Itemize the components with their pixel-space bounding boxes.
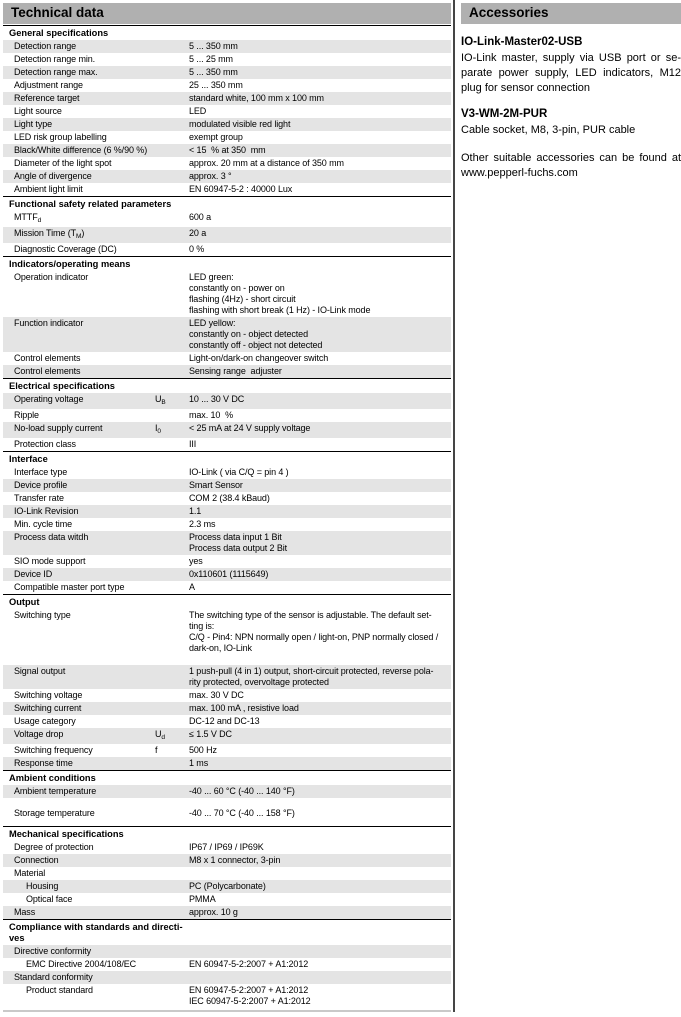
- spec-value-line: exempt group: [189, 132, 243, 142]
- spec-value: [189, 467, 451, 478]
- spec-label: Transfer rate: [14, 493, 64, 503]
- spec-value-line: approx. 20 mm at a distance of 350 mm: [189, 158, 344, 168]
- technical-data-panel: [3, 3, 451, 1012]
- spec-label: Device ID: [14, 569, 53, 579]
- spec-symbol: f: [155, 745, 158, 755]
- spec-value-line: 2.3 ms: [189, 519, 216, 529]
- spec-row: [3, 144, 451, 157]
- spec-value: [189, 959, 451, 970]
- spec-value-line: EN 60947-5-2 : 40000 Lux: [189, 184, 293, 194]
- spec-row: [3, 555, 451, 568]
- spec-row: [3, 492, 451, 505]
- accessories-note-line: Other suitable accessories can be found at: [461, 152, 681, 164]
- spec-label: Function indicator: [14, 318, 84, 328]
- table-bottom-rule: [3, 1010, 451, 1012]
- spec-label: Light source: [14, 106, 62, 116]
- accessory-description: [461, 123, 681, 138]
- accessories-panel: [461, 3, 681, 181]
- spec-value: [189, 745, 451, 756]
- spec-label: EMC Directive 2004/108/EC: [26, 959, 137, 969]
- accessory-description-line: parate power supply, LED indicators, M12: [461, 67, 681, 79]
- spec-label: Ripple: [14, 410, 39, 420]
- spec-row: [3, 105, 451, 118]
- spec-label: Compatible master port type: [14, 582, 125, 592]
- spec-row: [3, 393, 451, 409]
- spec-label: Material: [14, 868, 46, 878]
- spec-value-line: COM 2 (38.4 kBaud): [189, 493, 270, 503]
- spec-value: [189, 532, 451, 554]
- spec-row: [3, 854, 451, 867]
- spec-value-line: 0 %: [189, 244, 205, 254]
- spec-row: [3, 906, 451, 919]
- spec-value-line: ≤ 1.5 V DC: [189, 729, 232, 739]
- spec-value: [189, 184, 451, 195]
- spec-value-line: Smart Sensor: [189, 480, 243, 490]
- section-title-line: Compliance with standards and directi-: [9, 922, 183, 932]
- section-header: [3, 770, 451, 785]
- spec-value-line: 1.1: [189, 506, 202, 516]
- section-title-line: Ambient conditions: [9, 773, 96, 783]
- spec-value-line: 5 ... 25 mm: [189, 54, 233, 64]
- spec-value-line: approx. 3 °: [189, 171, 232, 181]
- spec-label: Operating voltage: [14, 394, 84, 404]
- spec-value: [189, 842, 451, 853]
- spec-row: [3, 971, 451, 984]
- accessories-list: [461, 35, 681, 181]
- spec-label: Protection class: [14, 439, 76, 449]
- spec-value-line: rity protected, overvoltage protected: [189, 677, 329, 687]
- spec-value-line: M8 x 1 connector, 3-pin: [189, 855, 281, 865]
- spec-value: [189, 439, 451, 450]
- row-spacer: [3, 798, 451, 807]
- spec-value-line: flashing (4Hz) - short circuit: [189, 294, 296, 304]
- spec-value-line: 500 Hz: [189, 745, 217, 755]
- spec-label: Process data witdh: [14, 532, 89, 542]
- section-header: [3, 196, 451, 211]
- spec-value-line: 25 ... 350 mm: [189, 80, 243, 90]
- spec-symbol: $U_B$: [155, 394, 166, 406]
- spec-row: [3, 505, 451, 518]
- spec-value-line: 20 a: [189, 228, 207, 238]
- spec-value-line: standard white, 100 mm x 100 mm: [189, 93, 324, 103]
- section-title-line: General specifications: [9, 28, 109, 38]
- spec-label: Control elements: [14, 366, 81, 376]
- spec-row: [3, 466, 451, 479]
- spec-row: [3, 227, 451, 243]
- spec-label: IO-Link Revision: [14, 506, 79, 516]
- spec-value-line: 5 ... 350 mm: [189, 67, 238, 77]
- spec-value: [189, 808, 451, 819]
- spec-value-line: -40 ... 70 °C (-40 ... 158 °F): [189, 808, 295, 818]
- accessories-title: Accessories: [461, 3, 681, 24]
- spec-symbol: $I_0$: [155, 423, 161, 435]
- spec-row: [3, 689, 451, 702]
- spec-row: [3, 785, 451, 798]
- spec-label: Connection: [14, 855, 59, 865]
- section-title-line: Indicators/operating means: [9, 259, 131, 269]
- spec-label: Degree of protection: [14, 842, 94, 852]
- spec-row: [3, 581, 451, 594]
- column-divider-line: [453, 0, 455, 1012]
- spec-row: [3, 841, 451, 854]
- accessories-note: [461, 151, 681, 181]
- spec-row: [3, 79, 451, 92]
- section-title-line: Functional safety related parameters: [9, 199, 172, 209]
- spec-label: Voltage drop: [14, 729, 64, 739]
- spec-value-line: C/Q - Pin4: NPN normally open / light-on, PNP normally closed /: [189, 632, 439, 642]
- spec-row: [3, 66, 451, 79]
- accessories-note-line: www.pepperl-fuchs.com: [461, 167, 578, 179]
- spec-row: [3, 807, 451, 820]
- spec-row: [3, 118, 451, 131]
- spec-label: Interface type: [14, 467, 68, 477]
- spec-label: Switching frequency: [14, 745, 93, 755]
- spec-value: [189, 729, 451, 740]
- section-header: [3, 826, 451, 841]
- section-header: [3, 256, 451, 271]
- spec-value: [189, 145, 451, 156]
- spec-value: [189, 366, 451, 377]
- spec-row: [3, 40, 451, 53]
- spec-value-line: IEC 60947-5-2:2007 + A1:2012: [189, 996, 311, 1006]
- spec-value-line: constantly off - object not detected: [189, 340, 323, 350]
- accessory-description-line: Cable socket, M8, 3-pin, PUR cable: [461, 124, 636, 136]
- spec-row: [3, 715, 451, 728]
- spec-value-line: Process data output 2 Bit: [189, 543, 288, 553]
- spec-label: Product standard: [26, 985, 93, 995]
- spec-value: [189, 41, 451, 52]
- spec-value: [189, 569, 451, 580]
- spec-value: [189, 703, 451, 714]
- spec-label: Control elements: [14, 353, 81, 363]
- spec-label: Detection range max.: [14, 67, 98, 77]
- section-title-line: Interface: [9, 454, 48, 464]
- spec-row: [3, 702, 451, 715]
- section-header: [3, 378, 451, 393]
- spec-value-line: 0x110601 (1115649): [189, 569, 269, 579]
- spec-row: [3, 757, 451, 770]
- spec-label: Optical face: [26, 894, 73, 904]
- spec-label: Diameter of the light spot: [14, 158, 112, 168]
- spec-row: [3, 568, 451, 581]
- spec-row: [3, 92, 451, 105]
- section-title-line: Electrical specifications: [9, 381, 115, 391]
- spec-label: Switching current: [14, 703, 82, 713]
- spec-value-line: yes: [189, 556, 203, 566]
- spec-label: Device profile: [14, 480, 68, 490]
- spec-label: Detection range min.: [14, 54, 96, 64]
- spec-row: [3, 728, 451, 744]
- spec-label: Adjustment range: [14, 80, 83, 90]
- spec-value: [189, 106, 451, 117]
- spec-row: [3, 211, 451, 227]
- spec-value-line: DC-12 and DC-13: [189, 716, 260, 726]
- spec-value: [189, 493, 451, 504]
- spec-value: [189, 506, 451, 517]
- spec-label: Switching type: [14, 610, 71, 620]
- spec-value: [189, 318, 451, 351]
- spec-value: [189, 80, 451, 91]
- spec-label: Angle of divergence: [14, 171, 92, 181]
- section-header: [3, 919, 451, 945]
- spec-row: [3, 958, 451, 971]
- spec-value-line: constantly on - power on: [189, 283, 285, 293]
- accessory-description: [461, 51, 681, 96]
- spec-row: [3, 243, 451, 256]
- spec-label: Mission Time $(T_M)$: [14, 228, 85, 240]
- spec-value-line: LED yellow:: [189, 318, 236, 328]
- spec-value: [189, 907, 451, 918]
- spec-value-line: IO-Link ( via C/Q = pin 4 ): [189, 467, 289, 477]
- spec-row: [3, 984, 451, 1008]
- spec-value-line: The switching type of the sensor is adjustable. The default set-: [189, 610, 432, 620]
- spec-row: [3, 157, 451, 170]
- spec-row: [3, 867, 451, 880]
- spec-value: [189, 610, 451, 654]
- spec-value-line: EN 60947-5-2:2007 + A1:2012: [189, 985, 309, 995]
- spec-label: Operation indicator: [14, 272, 89, 282]
- technical-data-table: [3, 25, 451, 1008]
- spec-value: [189, 158, 451, 169]
- spec-value: [189, 67, 451, 78]
- spec-value-line: -40 ... 60 °C (-40 ... 140 °F): [189, 786, 295, 796]
- spec-row: [3, 170, 451, 183]
- spec-value-line: Light-on/dark-on changeover switch: [189, 353, 329, 363]
- row-spacer: [3, 655, 451, 665]
- spec-label: No-load supply current: [14, 423, 103, 433]
- spec-row: [3, 744, 451, 757]
- spec-label: Signal output: [14, 666, 66, 676]
- spec-value: [189, 132, 451, 143]
- spec-row: [3, 531, 451, 555]
- spec-value: [189, 272, 451, 316]
- spec-value-line: constantly on - object detected: [189, 329, 308, 339]
- section-header: [3, 451, 451, 466]
- spec-label: Response time: [14, 758, 73, 768]
- spec-label: Standard conformity: [14, 972, 93, 982]
- spec-value-line: 1 ms: [189, 758, 209, 768]
- spec-row: [3, 183, 451, 196]
- section-title-line: ves: [9, 933, 25, 943]
- spec-row: [3, 945, 451, 958]
- spec-row: [3, 352, 451, 365]
- spec-value: [189, 171, 451, 182]
- spec-value-line: max. 100 mA , resistive load: [189, 703, 299, 713]
- spec-value: [189, 410, 451, 421]
- spec-value-line: IP67 / IP69 / IP69K: [189, 842, 264, 852]
- section-title-line: Output: [9, 597, 40, 607]
- spec-value: [189, 394, 451, 405]
- spec-row: [3, 665, 451, 689]
- spec-value-line: < 25 mA at 24 V supply voltage: [189, 423, 311, 433]
- spec-value-line: EN 60947-5-2:2007 + A1:2012: [189, 959, 309, 969]
- spec-value: [189, 519, 451, 530]
- spec-value-line: A: [189, 582, 195, 592]
- spec-value-line: max. 10 %: [189, 410, 234, 420]
- spec-label: Directive conformity: [14, 946, 92, 956]
- spec-label: Detection range: [14, 41, 77, 51]
- spec-row: [3, 131, 451, 144]
- spec-value: [189, 758, 451, 769]
- spec-value-line: modulated visible red light: [189, 119, 291, 129]
- spec-value-line: flashing with short break (1 Hz) - IO-Link mode: [189, 305, 371, 315]
- spec-row: [3, 479, 451, 492]
- spec-value: [189, 212, 451, 223]
- spec-value: [189, 54, 451, 65]
- section-header: [3, 594, 451, 609]
- spec-label: Usage category: [14, 716, 76, 726]
- spec-value-line: PC (Polycarbonate): [189, 881, 266, 891]
- spec-row: [3, 609, 451, 655]
- spec-value: [189, 228, 451, 239]
- spec-value: [189, 716, 451, 727]
- spec-label: LED risk group labelling: [14, 132, 107, 142]
- spec-row: [3, 365, 451, 378]
- spec-row: [3, 271, 451, 317]
- spec-value-line: III: [189, 439, 197, 449]
- spec-row: [3, 893, 451, 906]
- spec-value-line: 600 a: [189, 212, 212, 222]
- section-header: [3, 25, 451, 40]
- accessory-name: V3-WM-2M-PUR: [461, 108, 548, 120]
- spec-label: $MTTF_d$: [14, 212, 42, 224]
- spec-label: Storage temperature: [14, 808, 95, 818]
- spec-label: Housing: [26, 881, 59, 891]
- spec-value: [189, 666, 451, 688]
- spec-value-line: dark-on, IO-Link: [189, 643, 252, 653]
- accessory-description-line: plug for sensor connection: [461, 82, 591, 94]
- spec-value-line: PMMA: [189, 894, 216, 904]
- spec-label: Light type: [14, 119, 53, 129]
- spec-value-line: ting is:: [189, 621, 215, 631]
- spec-value-line: LED: [189, 106, 207, 116]
- spec-symbol: $U_d$: [155, 729, 165, 741]
- accessory-description-line: IO-Link master, supply via USB port or se-: [461, 52, 681, 64]
- spec-value: [189, 855, 451, 866]
- spec-value: [189, 119, 451, 130]
- spec-value-line: Sensing range adjuster: [189, 366, 282, 376]
- spec-row: [3, 518, 451, 531]
- spec-row: [3, 422, 451, 438]
- spec-value-line: approx. 10 g: [189, 907, 238, 917]
- spec-row: [3, 880, 451, 893]
- spec-value: [189, 690, 451, 701]
- spec-value: [189, 244, 451, 255]
- spec-label: Ambient light limit: [14, 184, 83, 194]
- spec-label: Black/White difference (6 %/90 %): [14, 145, 148, 155]
- spec-value: [189, 480, 451, 491]
- spec-value-line: < 15 % at 350 mm: [189, 145, 266, 155]
- spec-row: [3, 438, 451, 451]
- spec-value: [189, 786, 451, 797]
- spec-value: [189, 894, 451, 905]
- spec-label: Min. cycle time: [14, 519, 73, 529]
- spec-value: [189, 93, 451, 104]
- spec-label: Ambient temperature: [14, 786, 97, 796]
- accessory-name: IO-Link-Master02-USB: [461, 36, 583, 48]
- spec-row: [3, 317, 451, 352]
- spec-value-line: LED green:: [189, 272, 234, 282]
- spec-row: [3, 53, 451, 66]
- spec-label: Switching voltage: [14, 690, 83, 700]
- spec-value: [189, 582, 451, 593]
- spec-value: [189, 556, 451, 567]
- spec-value-line: 5 ... 350 mm: [189, 41, 238, 51]
- spec-value-line: max. 30 V DC: [189, 690, 244, 700]
- section-title-line: Mechanical specifications: [9, 829, 124, 839]
- spec-row: [3, 409, 451, 422]
- spec-value: [189, 423, 451, 434]
- spec-value-line: 1 push-pull (4 in 1) output, short-circuit protected, reverse pola-: [189, 666, 434, 676]
- spec-label: Mass: [14, 907, 36, 917]
- spec-value-line: Process data input 1 Bit: [189, 532, 282, 542]
- spec-label: Diagnostic Coverage (DC): [14, 244, 117, 254]
- technical-data-title: Technical data: [3, 3, 451, 24]
- spec-value: [189, 881, 451, 892]
- spec-value: [189, 985, 451, 1007]
- spec-label: Reference target: [14, 93, 80, 103]
- spec-value-line: 10 ... 30 V DC: [189, 394, 245, 404]
- spec-label: SIO mode support: [14, 556, 86, 566]
- spec-value: [189, 353, 451, 364]
